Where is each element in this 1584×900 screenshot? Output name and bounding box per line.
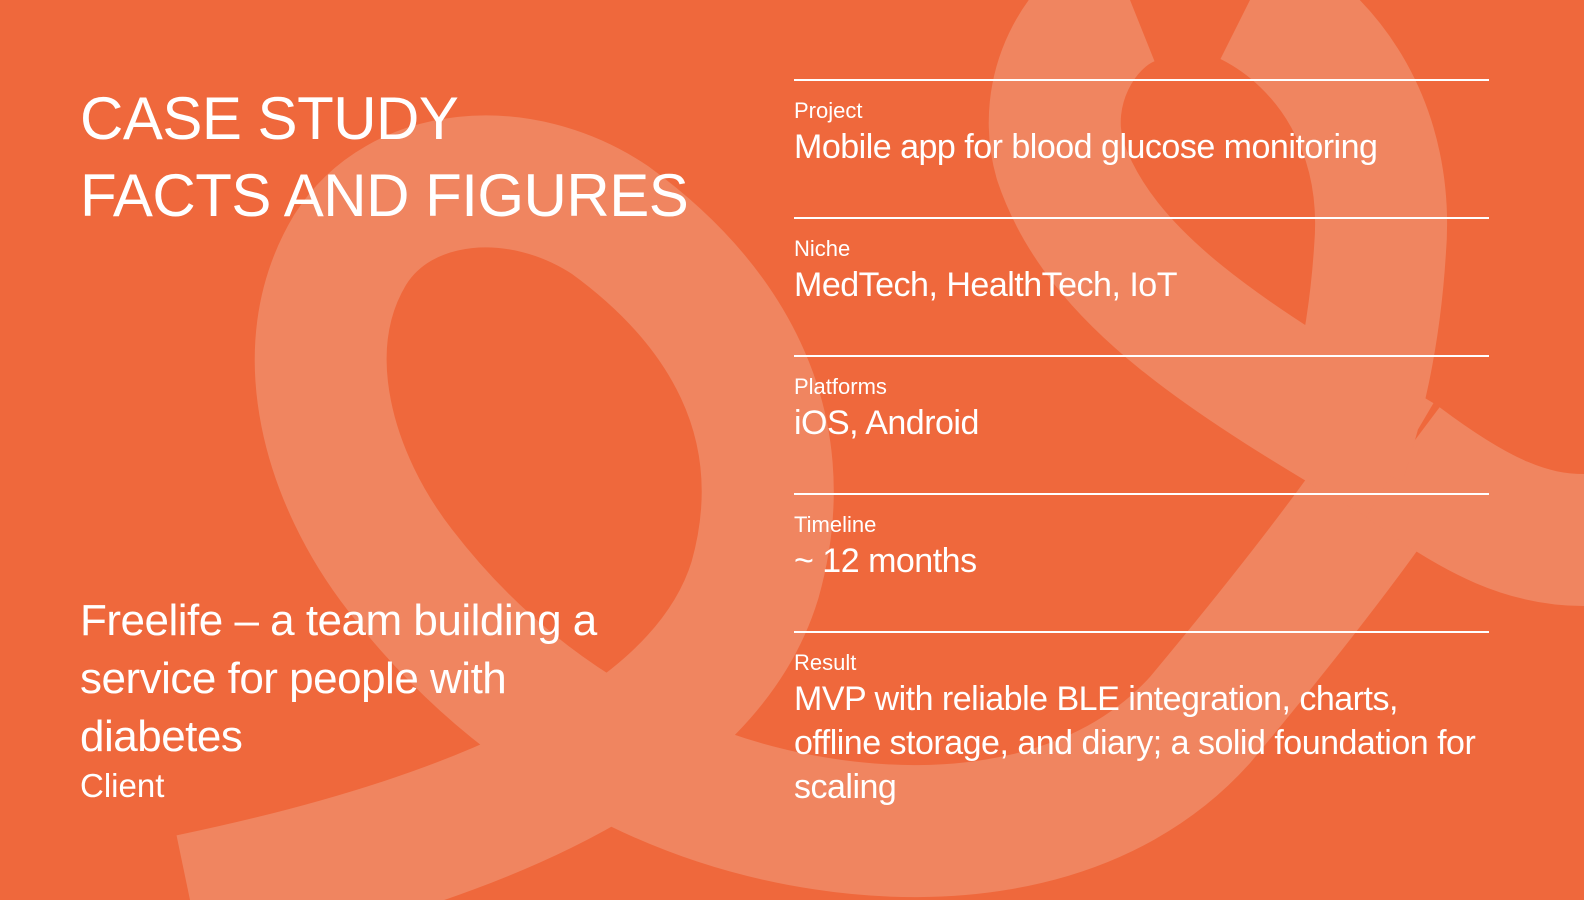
fact-label: Platforms — [794, 374, 887, 399]
client-label: Client — [80, 767, 165, 804]
page-title — [80, 80, 688, 234]
fact-result — [794, 631, 1489, 809]
fact-value: ~ 12 months — [794, 542, 977, 580]
fact-niche — [794, 217, 1489, 355]
fact-label: Project — [794, 98, 863, 123]
fact-platforms — [794, 355, 1489, 493]
fact-value: MVP with reliable BLE integration, charts, offline storage, and diary; a solid foundation for scaling — [794, 680, 1476, 806]
fact-value: Mobile app for blood glucose monitoring — [794, 128, 1378, 166]
fact-timeline — [794, 493, 1489, 631]
fact-value: MedTech, HealthTech, IoT — [794, 266, 1177, 304]
fact-label: Result — [794, 650, 857, 675]
fact-project — [794, 79, 1489, 217]
client-name: Freelife – a team building a service for people with diabetes — [80, 596, 597, 761]
client-block — [80, 592, 600, 806]
facts-list — [794, 79, 1489, 809]
title-line-1: CASE STUDY — [80, 85, 459, 152]
fact-value: iOS, Android — [794, 404, 979, 442]
fact-label: Timeline — [794, 512, 877, 537]
fact-label: Niche — [794, 236, 851, 261]
title-line-2: FACTS AND FIGURES — [80, 162, 689, 229]
